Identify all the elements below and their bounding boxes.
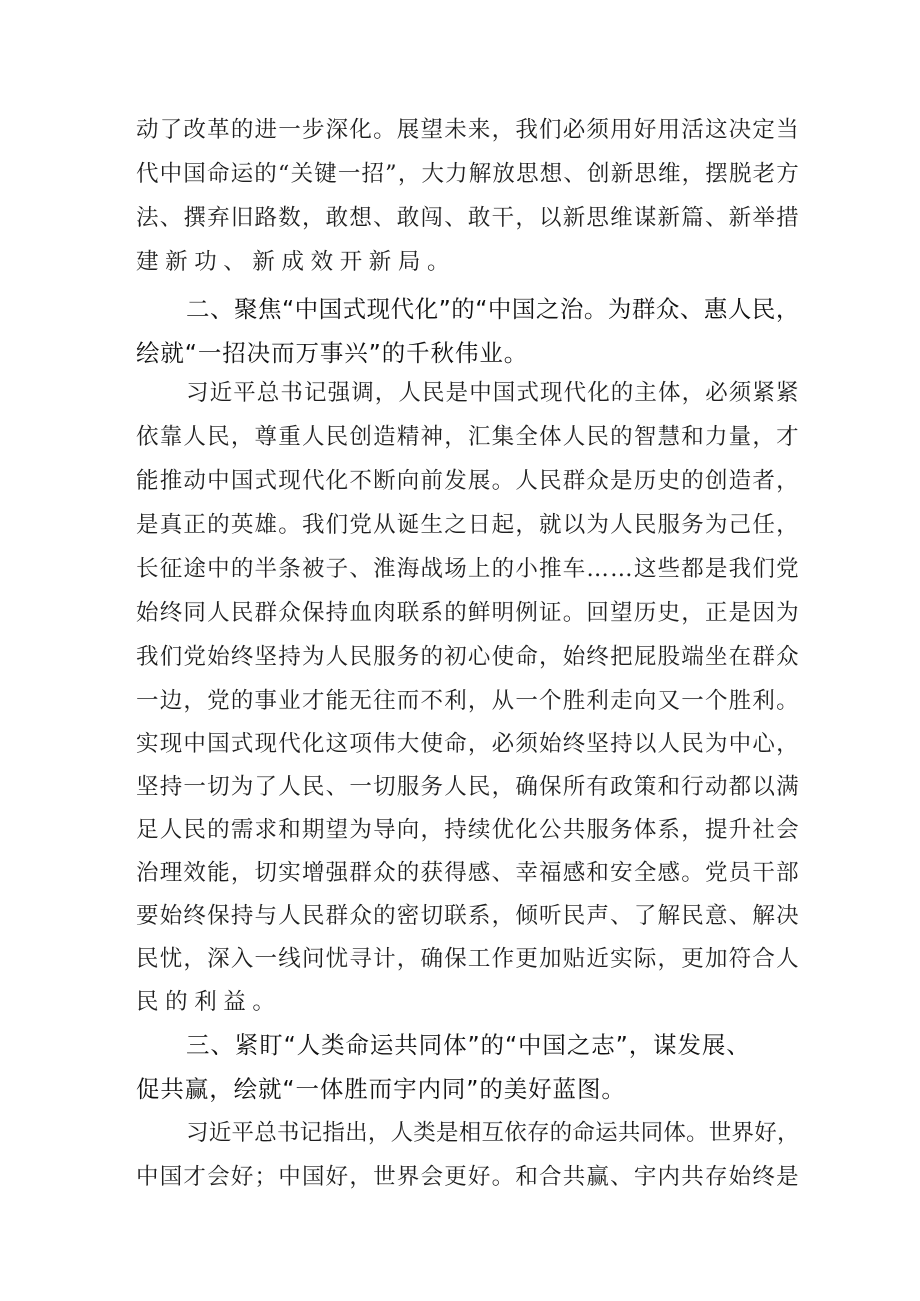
body-text-line: 动了改革的进一步深化。展望未来，我们必须用好用活这决定当 — [136, 117, 800, 143]
section-heading-line: 促共赢，绘就“一体胜而宇内同”的美好蓝图。 — [136, 1075, 626, 1103]
body-text-line: 实现中国式现代化这项伟大使命，必须始终坚持以人民为中心， — [136, 731, 800, 757]
body-text-line: 依靠人民，尊重人民创造精神，汇集全体人民的智慧和力量，才 — [136, 424, 800, 450]
body-text-line: 是真正的英雄。我们党从诞生之日起，就以为人民服务为己任， — [136, 512, 800, 538]
body-text-line: 习近平总书记强调，人民是中国式现代化的主体，必须紧紧 — [186, 380, 800, 406]
body-text-line: 足人民的需求和期望为导向，持续优化公共服务体系，提升社会 — [136, 817, 800, 843]
body-text-line: 中国才会好；中国好，世界会更好。和合共赢、宇内共存始终是 — [136, 1164, 800, 1190]
section-heading-line: 绘就“一招决而万事兴”的千秋伟业。 — [136, 339, 529, 367]
body-text-line: 民忧，深入一线问忧寻计，确保工作更加贴近实际，更加符合人 — [136, 946, 800, 972]
body-text-line: 要始终保持与人民群众的密切联系，倾听民声、了解民意、解决 — [136, 903, 800, 929]
body-text-line: 我们党始终坚持为人民服务的初心使命，始终把屁股端坐在群众 — [136, 644, 800, 670]
body-text-line: 能推动中国式现代化不断向前发展。人民群众是历史的创造者， — [136, 468, 800, 494]
body-text-line: 一边，党的事业才能无往而不利，从一个胜利走向又一个胜利。 — [136, 688, 800, 714]
body-text-line: 代中国命运的“关键一招”，大力解放思想、创新思维，摆脱老方 — [136, 161, 800, 187]
body-text-line: 建新功、新成效开新局。 — [136, 249, 457, 275]
body-text-line: 法、撰弃旧路数，敢想、敢闯、敢干，以新思维谋新篇、新举措 — [136, 205, 800, 231]
body-text-line: 治理效能，切实增强群众的获得感、幸福感和安全感。党员干部 — [136, 860, 800, 886]
section-heading-line: 三、紧盯“人类命运共同体”的“中国之志”，谋发展、 — [186, 1031, 751, 1059]
body-text-line: 民的利益。 — [136, 989, 282, 1015]
body-text-line: 始终同人民群众保持血肉联系的鲜明例证。回望历史，正是因为 — [136, 600, 800, 626]
body-text-line: 长征途中的半条被子、淮海战场上的小推车……这些都是我们党 — [136, 556, 800, 582]
section-heading-line: 二、聚焦“中国式现代化”的“中国之治。为群众、惠人民， — [186, 295, 800, 323]
body-text-line: 坚持一切为了人民、一切服务人民，确保所有政策和行动都以满 — [136, 774, 800, 800]
body-text-line: 习近平总书记指出，人类是相互依存的命运共同体。世界好， — [186, 1120, 800, 1146]
